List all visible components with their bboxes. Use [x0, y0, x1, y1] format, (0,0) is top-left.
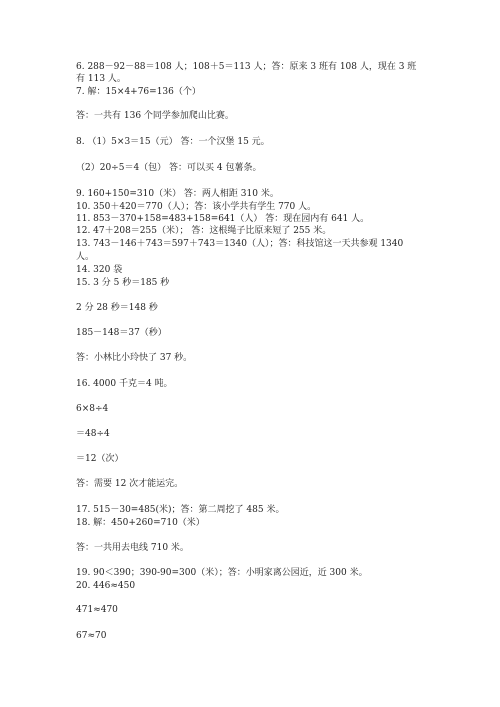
- answer-20-line-2: 471≈470: [76, 605, 118, 615]
- answer-7-reply: 答：一共有 136 个同学参加爬山比赛。: [76, 111, 234, 121]
- answer-17-line: 17. 515－30=485(米)；答：第二周挖了 485 米。: [76, 505, 285, 515]
- answer-9-line: 9. 160+150=310（米） 答：两人相距 310 米。: [76, 189, 279, 199]
- answer-15-line-2: 2 分 28 秒＝148 秒: [76, 303, 158, 313]
- answer-15-line-1: 15. 3 分 5 秒＝185 秒: [76, 278, 170, 288]
- answer-18-line: 18. 解：450+260=710（米）: [76, 518, 205, 528]
- answer-6-line-1: 6. 288－92－88＝108 人；108＋5＝113 人；答：原来 3 班有 108 人，现在 3 班: [76, 62, 417, 72]
- answer-11-line: 11. 853－370+158=483+158=641（人） 答：现在园内有 641 人。: [76, 214, 370, 224]
- answer-16-line-4: ＝12（次）: [76, 454, 124, 464]
- answer-7-line: 7. 解：15×4+76=136（个）: [76, 87, 201, 97]
- answer-18-reply: 答：一共用去电线 710 米。: [76, 543, 189, 553]
- answer-10-line: 10. 350＋420＝770（人）；答：该小学共有学生 770 人。: [76, 202, 317, 212]
- answer-15-reply: 答：小林比小玲快了 37 秒。: [76, 353, 193, 363]
- answer-16-line-2: 6×8÷4: [76, 404, 109, 414]
- answer-20-line-1: 20. 446≈450: [76, 581, 136, 591]
- answer-19-line: 19. 90＜390；390-90=300（米）；答：小明家离公园近，近 300 米。: [76, 568, 368, 578]
- answer-15-line-3: 185－148＝37（秒）: [76, 328, 167, 338]
- answer-13-line-2: 人。: [76, 252, 95, 262]
- answer-20-line-3: 67≈70: [76, 631, 107, 641]
- answer-14-line: 14. 320 袋: [76, 265, 123, 275]
- answer-16-line-3: ＝48÷4: [76, 429, 110, 439]
- answer-8-part-2: （2）20÷5＝4（包） 答：可以买 4 包薯条。: [76, 163, 262, 173]
- answer-12-line: 12. 47＋208＝255（米）； 答：这根绳子比原来短了 255 米。: [76, 226, 332, 236]
- answer-8-part-1: 8. （1）5×3＝15（元） 答：一个汉堡 15 元。: [76, 137, 270, 147]
- answer-13-line-1: 13. 743－146＋743＝597＋743＝1340（人）；答：科技馆这一天共参观 1340: [76, 239, 404, 249]
- answer-16-reply: 答：需要 12 次才能运完。: [76, 479, 184, 489]
- answer-16-line-1: 16. 4000 千克＝4 吨。: [76, 379, 173, 389]
- answer-6-line-2: 有 113 人。: [76, 74, 126, 84]
